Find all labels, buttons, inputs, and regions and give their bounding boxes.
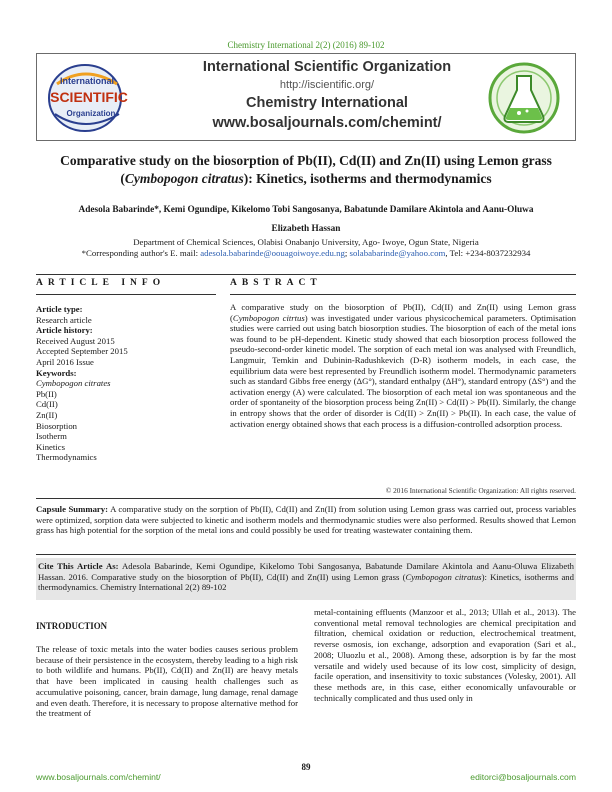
accepted-date: Accepted September 2015 <box>36 346 128 357</box>
logo-text-3: Organization <box>66 109 116 118</box>
article-info-heading: ARTICLE INFO <box>36 278 166 288</box>
logo-text-1: International <box>59 76 115 86</box>
capsule-label: Capsule Summary: <box>36 504 109 514</box>
capsule-text: A comparative study on the sorption of Pb(II), Cd(II) and Zn(II) from solution using Lemon grass was carried out, process variables were optimized, sorption data were subjected to kinetic and isotherm models and thermodynamic studies were also performed. Results showed that Lemon grass has high potential for the sorption of the metal ions and could possibly be used for treating wastewater containing them. <box>36 504 576 536</box>
iso-logo <box>43 62 153 134</box>
intro-left-column: The release of toxic metals into the water bodies causes serious problem because of their persistence in the ecosystem, thereby leading to a high risk to both wildlife and humans. Pb(II), Cd(II) and Zn(II) are heavy metals that have been implicated in causing health challenges such as accumulative poisoning, cancer, brain damage, lung damage, renal damage and even death. Therefore, it is necessary to propose alternative method for the treatment of <box>36 644 298 719</box>
title-line-2 <box>40 170 572 188</box>
intro-right-column: metal-containing effluents (Manzoor et al., 2013; Ullah et al., 2013). The conventional metal removal technologies are chemical precipitation and filtration, chemical oxidation or reduction, electrochemical treatment, reverse osmosis, ion exchange, adsorption and evaporation (Sari et al., 2008; Uluozlu et al., 2008). Among these, adsorption is by far the most versatile and widely used because of its low cost, simplicity of design, facile operation, and insensitivity to toxic substances (Volesky, 2001). All these methods are, in this case, either economically unfavourable or technically complicated and thus used only in <box>314 607 576 703</box>
title-rest: ): Kinetics, isotherms and thermodynamics <box>243 171 492 186</box>
title-species: Cymbopogon citratus <box>124 171 244 186</box>
authors-line-1: Adesola Babarinde*, Kemi Ogundipe, Kikelomo Tobi Sangosanya, Babatunde Damilare Akintola and Aanu-Oluwa <box>78 205 534 215</box>
divider <box>36 498 576 499</box>
corr-tel: , Tel: +234-8037232934 <box>445 248 531 258</box>
banner-org: International Scientific Organization <box>202 59 452 75</box>
banner-text <box>177 58 477 133</box>
abstract-part-1: A comparative study on the biosorption of Pb(II), Cd(II) and Zn(II) using Lemon grass ( <box>230 302 576 323</box>
keyword: Pb(II) <box>36 388 57 399</box>
capsule-summary <box>36 504 576 536</box>
keyword: Cymbopogon citrates <box>36 378 111 389</box>
cite-text: Adesola Babarinde, Kemi Ogundipe, Kikelomo Tobi Sangosanya, Babatunde Damilare Akintola and Aanu-Oluwa Elizabeth Hassan. 2016. Comparative study on the biosorption of Pb(II), Cd(II) and Zn(II) using Lemon grass ( <box>38 561 574 582</box>
keyword: Biosorption <box>36 420 78 431</box>
corresponding-author <box>0 248 612 259</box>
corr-email-2[interactable]: solababarinde@yahoo.com <box>349 248 446 258</box>
authors-line-2: Elizabeth Hassan <box>271 224 341 234</box>
banner-site[interactable]: www.bosaljournals.com/chemint/ <box>212 115 442 131</box>
journal-reference: Chemistry International 2(2) (2016) 89-102 <box>227 40 385 50</box>
paper-title <box>40 152 572 188</box>
logo-text-2: SCIENTIFIC <box>50 89 128 105</box>
citation-box <box>36 558 576 600</box>
introduction-heading: INTRODUCTION <box>36 621 108 631</box>
cite-species: Cymbopogon citratus <box>405 571 482 582</box>
cite-label: Cite This Article As: <box>38 561 119 571</box>
article-type-label: Article type: <box>36 304 83 314</box>
banner-journal: Chemistry International <box>246 95 408 111</box>
abstract-part-2: ) was investigated under various physicochemical parameters. Optimisation studies were carried out using batch biosorption studies. The biosorption of each of the metal ions was found to be pH-dependent. Kinetic study showed that each biosorption process followed the pseudo-second-order kinetic model. The sorption of each metal ion was analysed with Freundlich, Langmuir, Temkin and Dubinin-Radushkevich (D-R) isotherm models, in each case, the equilibrium data were best represented by Freundlich isotherm model. Thermodynamic parameters such as standard Gibbs free energy (ΔG°), standard enthalpy (ΔH°), standard entropy (ΔS°) and the activation energy (A) were calculated. The biosorption of each metal ion was spontaneous and the order of spontaneity of the biosorption process being Zn(II) > Cd(II) > Pb(II). Similarly, the change in entropy shows that the order of disorder is Cd(II) > Zn(II) > Pb(II). In each case, the value of activation energy obtained shows that each process is a diffusion-controlled adsorption process. <box>230 312 576 429</box>
corr-email-1[interactable]: adesola.babarinde@oouagoiwoye.edu.ng <box>200 248 345 258</box>
divider <box>36 274 576 275</box>
received-date: Received August 2015 <box>36 335 115 346</box>
corr-sep: ; <box>344 248 350 258</box>
keyword: Kinetics <box>36 441 65 452</box>
article-type: Research article <box>36 314 92 325</box>
copyright: © 2016 International Scientific Organization: All rights reserved. <box>385 486 576 495</box>
footer-url[interactable]: www.bosaljournals.com/chemint/ <box>36 772 161 782</box>
article-info <box>36 304 216 463</box>
keyword: Isotherm <box>36 431 67 442</box>
banner-url[interactable]: http://iscientific.org/ <box>279 79 375 91</box>
journal-banner <box>36 53 576 141</box>
chemistry-flask-icon <box>481 60 567 136</box>
abstract-heading: ABSTRACT <box>230 278 322 288</box>
corr-prefix: *Corresponding author's E. mail: <box>81 248 201 258</box>
cite-end: ): Kinetics, isotherms and thermodynamics. Chemistry International 2(2) 89-102 <box>38 571 574 593</box>
footer-email[interactable]: editorci@bosaljournals.com <box>470 772 576 782</box>
title-line-1: Comparative study on the biosorption of Pb(II), Cd(II) and Zn(II) using Lemon grass <box>60 153 552 168</box>
divider <box>36 554 576 555</box>
keyword: Cd(II) <box>36 399 58 410</box>
author-list <box>36 201 576 239</box>
issue-date: April 2016 Issue <box>36 356 94 367</box>
keyword: Thermodynamics <box>36 452 97 463</box>
keywords-label: Keywords: <box>36 367 77 378</box>
page-number: 89 <box>301 762 311 772</box>
abstract-species: Cymbopogon citrtus <box>232 312 305 323</box>
divider <box>230 294 576 295</box>
abstract-text <box>230 302 576 429</box>
keyword: Zn(II) <box>36 409 58 420</box>
title-paren: ( <box>120 171 125 186</box>
article-history-label: Article history: <box>36 325 93 336</box>
divider <box>36 294 216 295</box>
affiliation: Department of Chemical Sciences, Olabisi Onabanjo University, Ago- Iwoye, Ogun State, Nigeria <box>133 237 479 247</box>
